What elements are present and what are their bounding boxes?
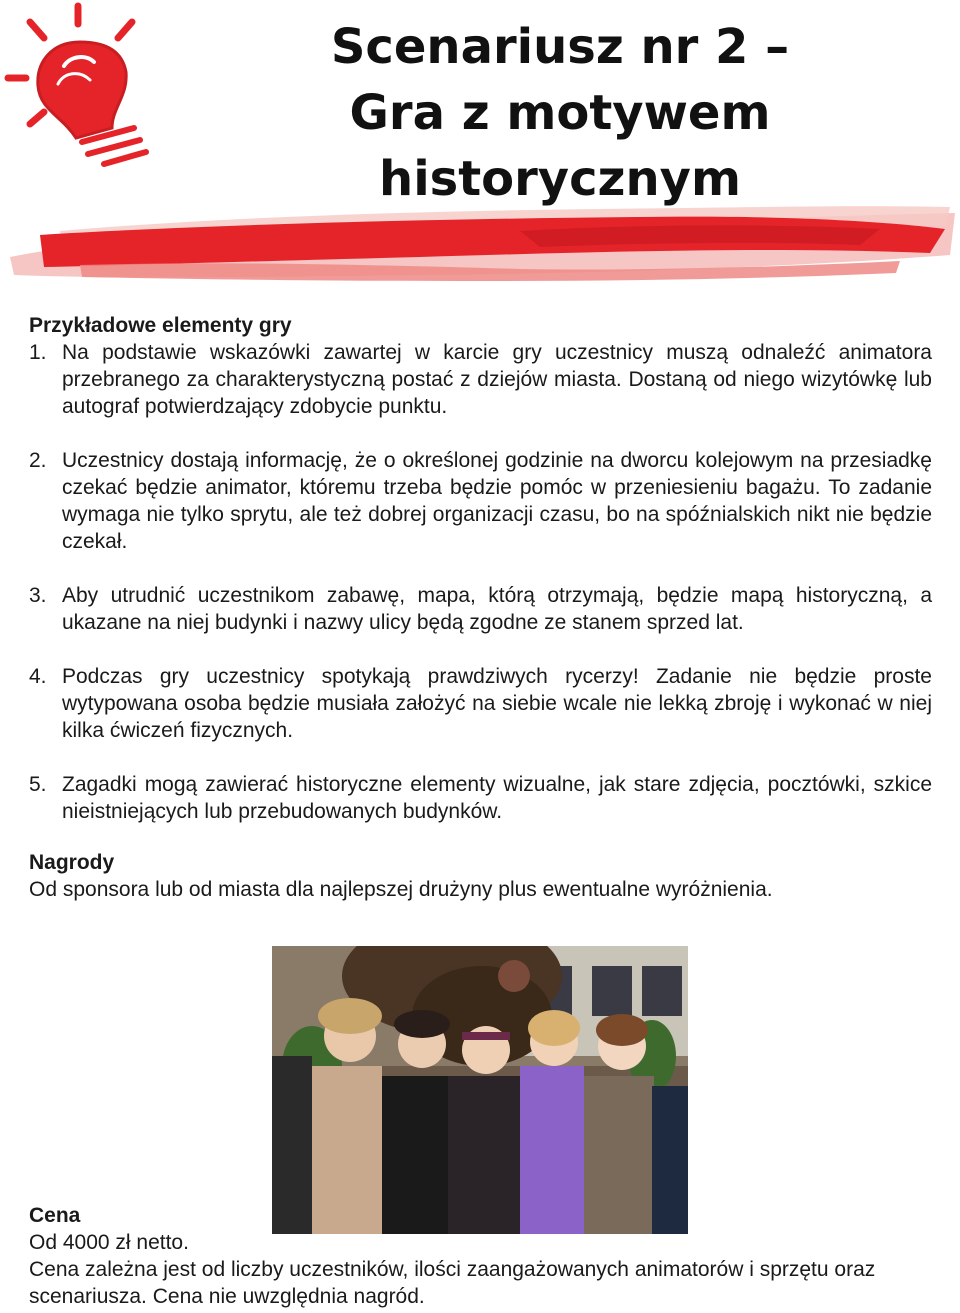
- list-item-text: Zagadki mogą zawierać historyczne elementy wizualne, jak stare zdjęcia, pocztówki, szkice nieistniejących lub przebudowanych budynków.: [62, 773, 932, 823]
- list-item-text: Na podstawie wskazówki zawartej w karcie gry uczestnicy muszą odnaleźć animatora przebranego za charakterystyczną postać z dziejów miasta. Dostaną od niego wizytówkę lub autograf potwierdzający zdobycie punktu.: [62, 341, 932, 418]
- list-item-number: 4.: [29, 665, 47, 688]
- list-item-text: Uczestnicy dostają informację, że o określonej godzinie na dworcu kolejowym na przesiadkę czekać będzie animator, któremu trzeba będzie pomóc w przeniesieniu bagażu. To zadanie wymaga nie tylko sprytu, ale też dobrej organizacji czasu, bo na spóźnialskich nikt nie będzie czekał.: [62, 449, 932, 553]
- elements-list: [29, 339, 932, 825]
- list-item: [29, 771, 932, 825]
- list-item-text: Aby utrudnić uczestnikom zabawę, mapa, którą otrzymają, będzie mapą historyczną, a ukazane na niej budynki i nazwy ulicy będą zgodne ze stanem sprzed lat.: [62, 584, 932, 634]
- title-line-1: Scenariusz nr 2 –: [330, 19, 790, 75]
- list-item: [29, 663, 932, 744]
- list-item: [29, 582, 932, 636]
- price-heading: Cena: [29, 1204, 81, 1227]
- prizes-text: Od sponsora lub od miasta dla najlepszej drużyny plus ewentualne wyróżnienia.: [29, 878, 773, 901]
- red-brush-stroke-decoration: [0, 195, 960, 295]
- page-title: [180, 14, 940, 212]
- price-line-2: Cena zależna jest od liczby uczestników, ilości zaangażowanych animatorów i sprzętu oraz scenariusza. Cena nie uwzględnia nagród.: [29, 1258, 876, 1308]
- list-item: [29, 447, 932, 555]
- list-item-number: 1.: [29, 341, 47, 364]
- price-section: [29, 1202, 932, 1310]
- photo-illustration: [272, 946, 688, 1234]
- elements-heading: Przykładowe elementy gry: [29, 314, 292, 337]
- list-item-number: 5.: [29, 773, 47, 796]
- list-item: [29, 339, 932, 420]
- list-item-number: 2.: [29, 449, 47, 472]
- list-item-number: 3.: [29, 584, 47, 607]
- price-line-1: Od 4000 zł netto.: [29, 1231, 189, 1254]
- prizes-heading: Nagrody: [29, 851, 115, 874]
- group-photo: [272, 946, 688, 1234]
- content-body: [29, 312, 932, 903]
- list-item-text: Podczas gry uczestnicy spotykają prawdziwych rycerzy! Zadanie nie będzie proste wytypowana osoba będzie musiała założyć na siebie wcale nie lekką zbroję i wykonać w niej kilka ćwiczeń fizycznych.: [62, 665, 932, 742]
- lightbulb-logo-icon: [0, 0, 170, 175]
- title-line-2: Gra z motywem historycznym: [349, 85, 771, 207]
